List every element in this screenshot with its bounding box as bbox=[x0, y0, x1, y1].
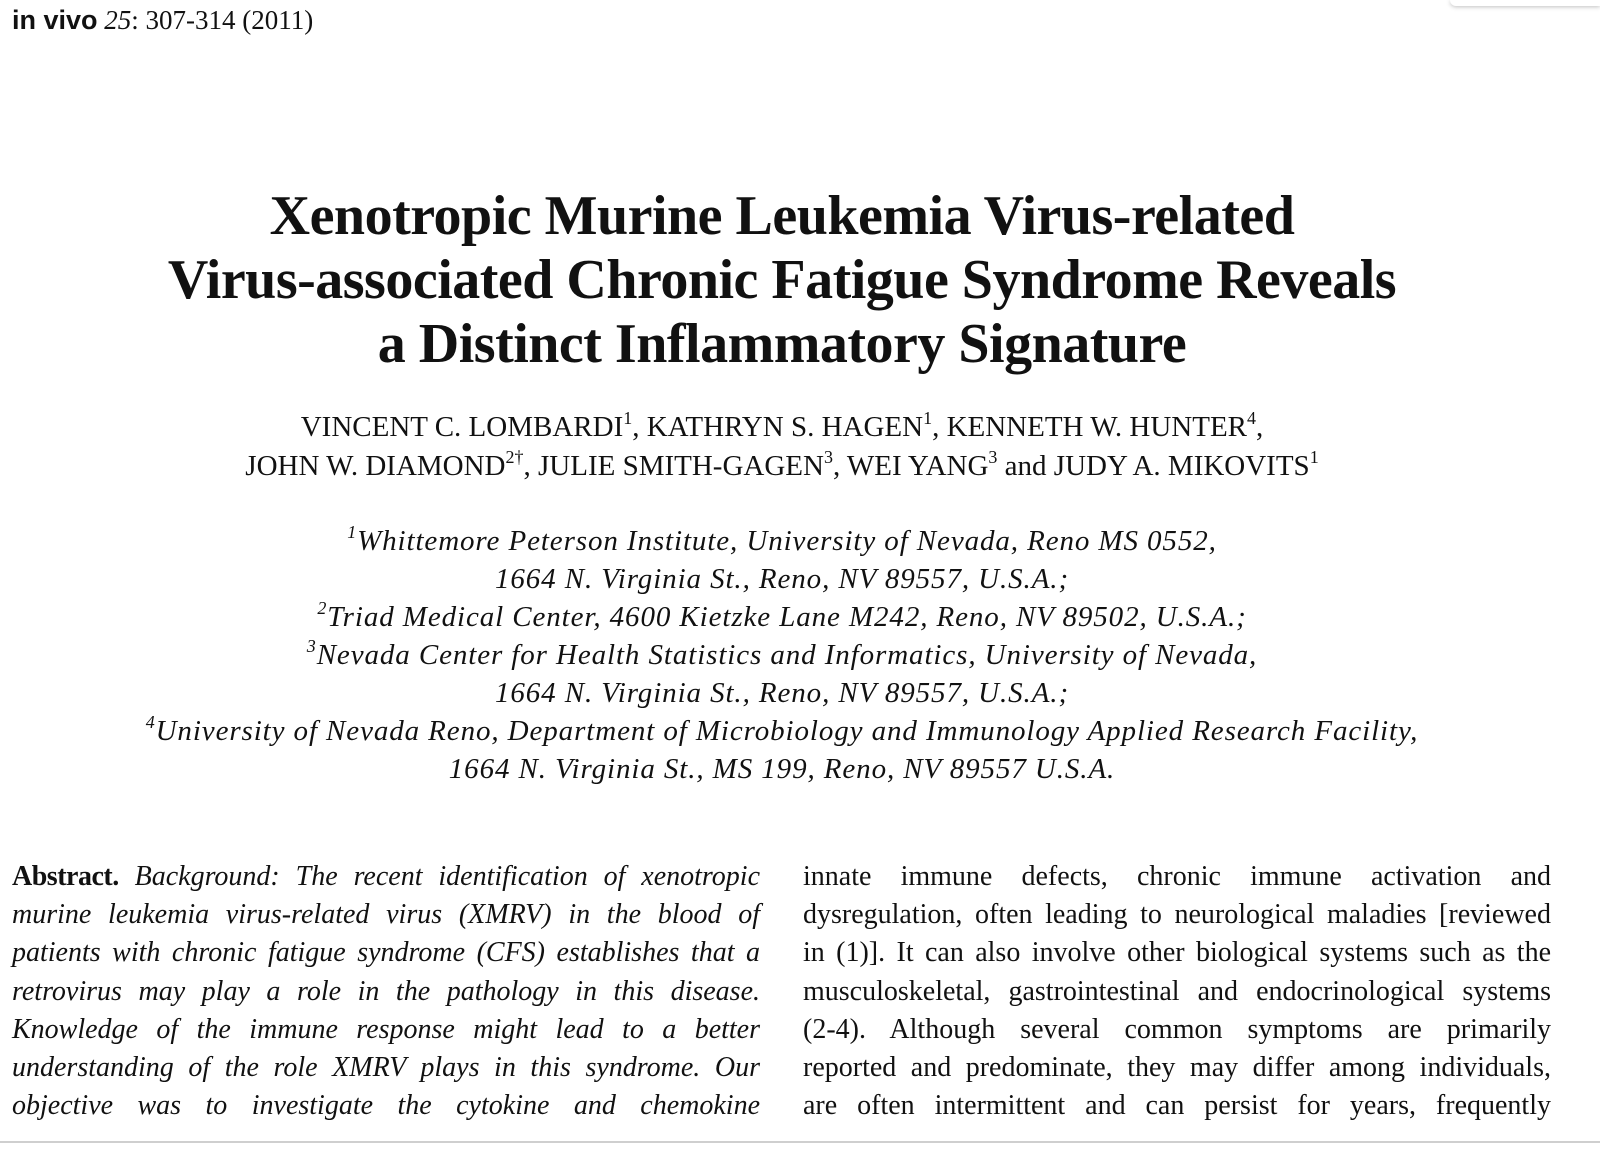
affiliation-mark: 4 bbox=[145, 712, 156, 732]
window-edge-shadow bbox=[1450, 0, 1600, 6]
affiliation-line: 1664 N. Virginia St., Reno, NV 89557, U.S.A.; bbox=[494, 563, 1070, 595]
author-line-2 bbox=[0, 447, 1564, 486]
journal-citation bbox=[12, 4, 313, 36]
author-list bbox=[0, 408, 1564, 486]
author-affiliation-mark: 3 bbox=[823, 447, 833, 467]
abstract-line bbox=[12, 858, 760, 896]
affiliation-mark: 3 bbox=[306, 636, 317, 656]
author-name: , WEI YANG bbox=[832, 450, 989, 482]
body-line: in (1)]. It can also involve other biological systems such as the bbox=[803, 937, 1551, 969]
affiliation-line bbox=[0, 598, 1564, 636]
journal-pages: : 307-314 (2011) bbox=[131, 5, 314, 35]
body-line: innate immune defects, chronic immune activation and bbox=[803, 861, 1551, 892]
author-affiliation-mark: 3 bbox=[988, 447, 998, 467]
author-name: and JUDY A. MIKOVITS bbox=[997, 450, 1310, 482]
affiliation-line bbox=[0, 522, 1564, 560]
body-line: (2-4). Although several common symptoms are primarily bbox=[803, 1013, 1551, 1045]
title-line-2: Virus-associated Chronic Fatigue Syndrome Reveals bbox=[167, 249, 1397, 311]
abstract-line: objective was to investigate the cytokine and chemokine bbox=[12, 1090, 760, 1122]
affiliation-list bbox=[0, 522, 1564, 788]
affiliation-line bbox=[0, 712, 1564, 750]
affiliation-line: 1664 N. Virginia St., MS 199, Reno, NV 89557 U.S.A. bbox=[448, 753, 1116, 785]
affiliation-line bbox=[0, 636, 1564, 674]
title-line-1: Xenotropic Murine Leukemia Virus-related bbox=[269, 185, 1295, 247]
author-affiliation-mark: 1 bbox=[623, 408, 633, 428]
affiliation-mark: 2 bbox=[317, 598, 328, 618]
title-line-3: a Distinct Inflammatory Signature bbox=[377, 313, 1187, 375]
affiliation-text: Triad Medical Center, 4600 Kietzke Lane M242, Reno, NV 89502, U.S.A.; bbox=[327, 601, 1247, 633]
affiliation-mark: 1 bbox=[347, 522, 358, 542]
author-affiliation-mark: 2† bbox=[505, 447, 524, 467]
author-separator: , bbox=[1256, 411, 1264, 443]
author-name: , KENNETH W. HUNTER bbox=[932, 411, 1248, 443]
author-name: JOHN W. DIAMOND bbox=[245, 450, 506, 482]
author-affiliation-mark: 4 bbox=[1247, 408, 1257, 428]
affiliation-text: Whittemore Peterson Institute, University of Nevada, Reno MS 0552, bbox=[357, 525, 1217, 557]
journal-name: in vivo bbox=[12, 5, 98, 35]
body-line: are often intermittent and can persist for years, frequently bbox=[803, 1090, 1551, 1122]
page-bottom-margin bbox=[0, 1143, 1600, 1167]
abstract-line: retrovirus may play a role in the pathology in this disease. bbox=[12, 975, 760, 1007]
author-name: VINCENT C. LOMBARDI bbox=[300, 411, 624, 443]
author-name: , KATHRYN S. HAGEN bbox=[632, 411, 924, 443]
affiliation-line: 1664 N. Virginia St., Reno, NV 89557, U.S.A.; bbox=[494, 677, 1070, 709]
abstract-line: patients with chronic fatigue syndrome (CFS) establishes that a bbox=[12, 937, 760, 969]
abstract-text: Background: The recent identification of xenotropic bbox=[134, 861, 760, 892]
abstract-heading: Abstract. bbox=[12, 861, 119, 892]
paper-title bbox=[0, 184, 1564, 376]
affiliation-text: University of Nevada Reno, Department of Microbiology and Immunology Applied Research Facility, bbox=[155, 715, 1419, 747]
abstract-line: Knowledge of the immune response might lead to a better bbox=[12, 1013, 760, 1045]
author-name: , JULIE SMITH-GAGEN bbox=[523, 450, 824, 482]
abstract-line: understanding of the role XMRV plays in this syndrome. Our bbox=[12, 1051, 760, 1083]
author-affiliation-mark: 1 bbox=[923, 408, 933, 428]
body-line: dysregulation, often leading to neurological maladies [reviewed bbox=[803, 899, 1551, 931]
body-line: musculoskeletal, gastrointestinal and endocrinological systems bbox=[803, 975, 1551, 1007]
body-column bbox=[803, 858, 1551, 1125]
abstract-column bbox=[12, 858, 760, 1125]
journal-volume: 25 bbox=[104, 5, 132, 35]
affiliation-text: Nevada Center for Health Statistics and Informatics, University of Nevada, bbox=[316, 639, 1258, 671]
body-line: reported and predominate, they may differ among individuals, bbox=[803, 1051, 1551, 1083]
abstract-line: murine leukemia virus-related virus (XMRV) in the blood of bbox=[12, 899, 760, 931]
author-affiliation-mark: 1 bbox=[1309, 447, 1319, 467]
author-line-1 bbox=[0, 408, 1564, 447]
